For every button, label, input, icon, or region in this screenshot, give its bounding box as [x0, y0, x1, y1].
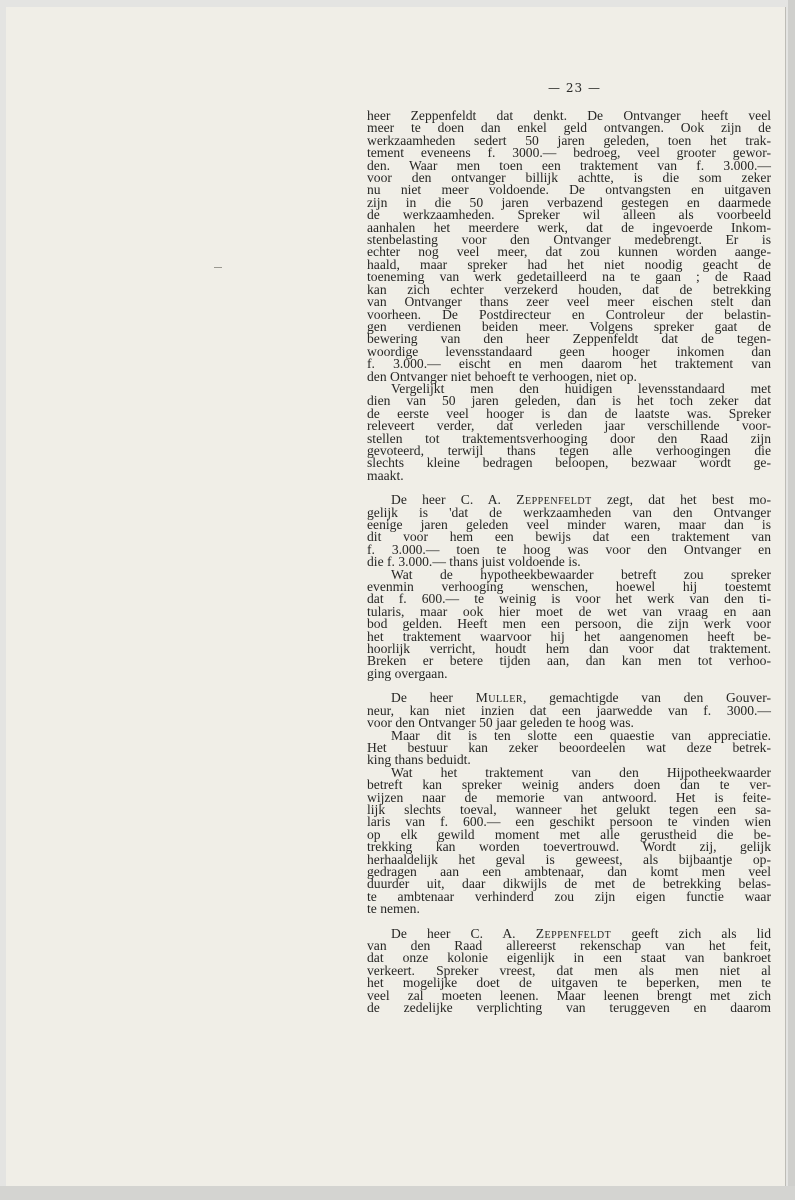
text-line: den Ontvanger niet behoeft te verhoogen, niet op.	[367, 368, 637, 384]
text-line: te ambtenaar verhinderd zou zijn eigen functie waar	[367, 888, 771, 904]
text-line: maakt.	[367, 467, 404, 483]
text-line: veel zal moeten leenen. Maar leenen brengt met zich	[367, 987, 771, 1003]
text-line: Vergelijkt men den huidigen levensstandaard met	[391, 380, 771, 396]
text-line: f. 3.000.— toen te hoog was voor den Ontvanger en	[367, 541, 771, 557]
text-line: die f. 3.000.— thans juist voldoende is.	[367, 554, 581, 570]
text-line: De heer C. A. Zeppenfeldt geeft zich als lid	[391, 925, 772, 941]
text-line: van den Raad allereerst rekenschap van het feit,	[367, 938, 771, 953]
text-line: van Ontvanger thans zeer veel meer eischen stelt dan	[367, 294, 771, 310]
text-line: den. Waar men toen een traktement van f. 3.000.—	[367, 157, 771, 173]
paragraph	[367, 727, 771, 768]
text-line: werkzaamheden sedert 50 jaren geleden, toen het trak-	[367, 132, 771, 148]
text-line: lijk slechts toeval, wanneer het gelukt tegen een sa-	[367, 801, 771, 817]
text-line: bewering van den heer Zeppenfeldt dat de tegen-	[367, 331, 771, 347]
text-line: releveert verder, dat verleden jaar verschillende voor-	[367, 418, 771, 434]
text-line: betreft kan spreker weinig anders doen dan te ver-	[367, 777, 771, 793]
text-line: tement eveneens f. 3000.— bedroeg, veel grooter gewor-	[367, 145, 771, 161]
text-line: f. 3.000.— eischt en men daarom het traktement van	[367, 356, 771, 372]
text-line: ging overgaan.	[367, 665, 448, 681]
text-line: Breken er betere tijden aan, dan kan men tot verhoo-	[367, 653, 771, 669]
text-line: stellen tot traktementsverhooging door den Raad zijn	[367, 430, 771, 446]
text-line: duurder uit, daar dikwijls de met de betrekking belas-	[367, 876, 771, 892]
text-line: tularis, maar ook hier moet de wet van vraag en aan	[367, 603, 771, 619]
text-line: gedragen aan een ambtenaar, dan komt men veel	[367, 863, 771, 879]
text-line: haald, maar spreker had het niet noodig geacht de	[367, 256, 771, 272]
text-line: echter nog veel meer, dat zou kunnen worden aange-	[367, 244, 771, 260]
speaker-name: Muller	[475, 690, 523, 706]
text-line: gen verdienen beiden meer. Volgens spreker gaat de	[367, 318, 771, 334]
text-line: heer Zeppenfeldt dat denkt. De Ontvanger heeft veel	[367, 108, 771, 123]
text-line: zijn in die 50 jaren verbazend gestegen en daarmede	[367, 194, 771, 210]
paragraph	[367, 566, 771, 681]
text-line: voor den ontvanger billijk achtte, is die som zeker	[367, 170, 771, 186]
text-line: gelijk is 'dat de werkzaamheden van den Ontvanger	[367, 504, 771, 520]
paragraph	[367, 925, 772, 1016]
text-line: toeneming van werk gedetailleerd na te gaan ; de Raad	[367, 269, 771, 285]
text-line: het mogelijke doet de uitgaven te beperken, men te	[367, 975, 771, 991]
paragraph	[367, 380, 771, 483]
text-line: eenige jaren geleden veel minder waren, maar dan is	[367, 517, 771, 532]
text-line: voorheen. De Postdirecteur en Controleur der belastin-	[367, 306, 771, 322]
margin-mark	[214, 267, 222, 268]
body-text-column	[367, 110, 771, 1014]
text-line: De heer Muller, gemachtigde van den Gouver-	[391, 690, 771, 706]
text-line: nu niet meer voldoende. De ontvangsten en uitgaven	[367, 182, 771, 198]
text-line: gevoteerd, terwijl thans tegen alle verhoogingen die	[367, 442, 771, 458]
text-line: laris van f. 600.— een geschikt persoon te vinden wien	[367, 814, 771, 830]
text-line: Wat de hypotheekbewaarder betreft zou spreker	[391, 566, 771, 582]
text-line: het traktement waarvoor hij het aangenomen heeft be-	[367, 628, 771, 644]
text-line: verkeert. Spreker vreest, dat men als men niet al	[367, 962, 771, 978]
paragraph	[367, 110, 771, 383]
scan-edge-bottom	[0, 1186, 795, 1200]
text-line: de zedelijke verplichting van teruggeven en daarom	[367, 1000, 771, 1016]
text-line: Het bestuur kan zeker beoordeelen wat deze betrek-	[367, 739, 771, 755]
text-line: De heer C. A. Zeppenfeldt zegt, dat het best mo-	[391, 492, 772, 508]
text-line: voor den Ontvanger 50 jaar geleden te hoog was.	[367, 715, 634, 731]
paragraph	[367, 764, 771, 917]
text-line: meer te doen dan enkel geld ontvangen. Ook zijn de	[367, 120, 771, 136]
text-line: hoorlijk verricht, houdt hem dan voor dat traktement.	[367, 641, 771, 657]
text-line: op elk gewild moment met alle gerustheid die be-	[367, 826, 771, 842]
text-line: de eerste veel hooger is dan de laatste was. Spreker	[367, 405, 771, 421]
paragraph	[367, 494, 771, 568]
document-page	[6, 7, 786, 1186]
text-line: evenmin verhooging wenschen, hoewel hij toestemt	[367, 579, 771, 595]
speaker-name: Zeppenfeldt	[516, 492, 592, 508]
text-line: kan zich echter verzekerd houden, dat de betrekking	[367, 281, 771, 297]
text-line: bod gelden. Heeft men een persoon, die zijn werk voor	[367, 616, 771, 632]
text-line: herhaaldelijk het geval is geweest, als bijbaantje op-	[367, 851, 771, 867]
text-line: dit voor hem een bewijs dat een traktement van	[367, 529, 771, 545]
text-line: dien van 50 jaren geleden, dan is het toch zeker dat	[367, 393, 771, 409]
text-line: Maar dit is ten slotte een quaestie van appreciatie.	[391, 727, 771, 743]
scan-edge-right	[788, 0, 795, 1200]
text-line: woordige levensstandaard geen hooger inkomen dan	[367, 343, 771, 359]
text-line: wijzen naar de memorie van antwoord. Het is feite-	[367, 789, 771, 805]
text-line: trekking kan worden toevertrouwd. Wordt zij, gelijk	[367, 839, 771, 855]
text-line: king thans beduidt.	[367, 752, 471, 768]
text-line: slechts kleine bedragen beloopen, bezwaar wordt ge-	[367, 455, 771, 471]
text-line: aanhalen het meerdere werk, dat de ingevoerde Inkom-	[367, 219, 771, 235]
text-line: stenbelasting voor den Ontvanger medebrengt. Er is	[367, 232, 771, 248]
paragraph	[367, 692, 771, 729]
text-line: te nemen.	[367, 901, 420, 917]
text-line: Wat het traktement van den Hijpotheekwaarder	[391, 764, 771, 780]
text-line: dat f. 600.— te weinig is voor het werk van den ti-	[367, 591, 771, 607]
page-number: — 23 —	[548, 81, 601, 95]
text-line: de werkzaamheden. Spreker wil alleen als voorbeeld	[367, 207, 771, 223]
speaker-name: Zeppenfeldt	[535, 925, 612, 941]
text-line: dat onze kolonie eigenlijk in een staat van bankroet	[367, 950, 771, 966]
text-line: neur, kan niet inzien dat een jaarwedde van f. 3000.—	[367, 702, 771, 718]
